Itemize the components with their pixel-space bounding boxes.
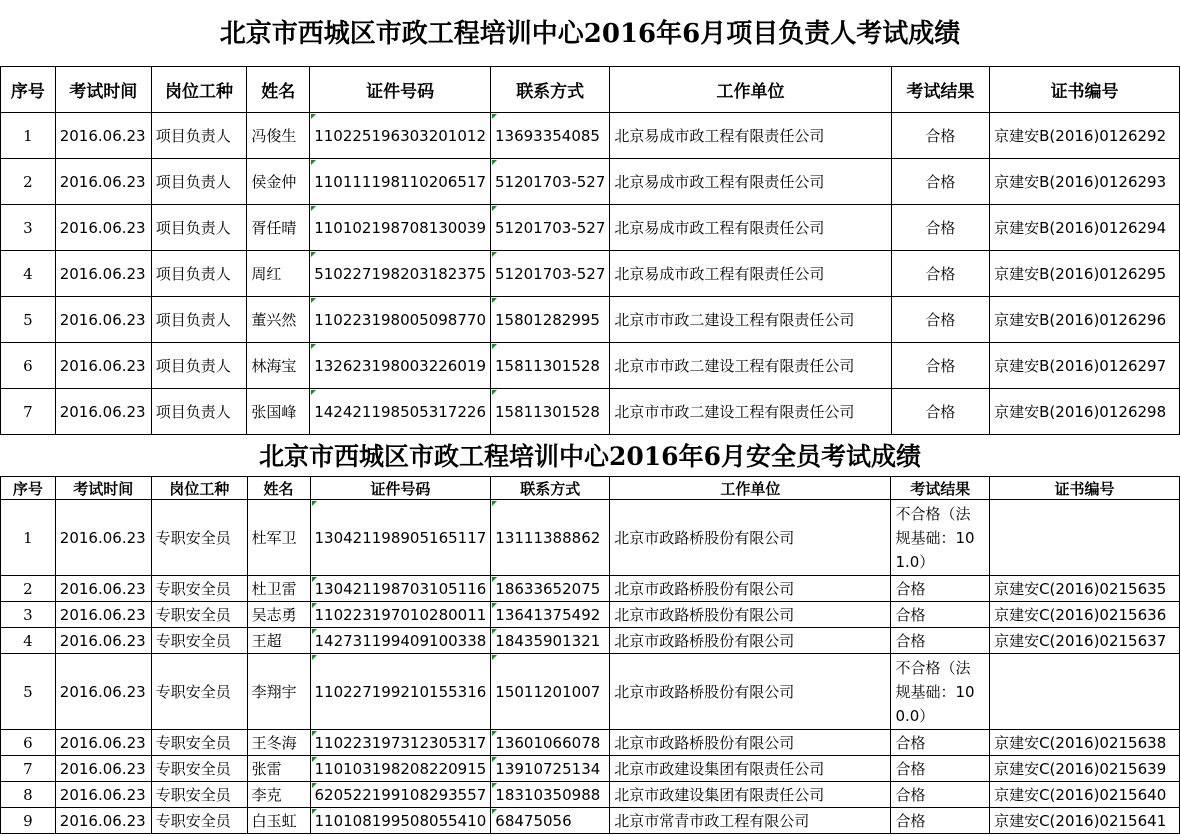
cell-exam-date: 2016.06.23 bbox=[55, 113, 151, 159]
cell-certificate-number: 京建安C(2016)0215637 bbox=[990, 628, 1180, 654]
table-row bbox=[1, 756, 1180, 782]
cell-certificate-number: 京建安C(2016)0215635 bbox=[990, 576, 1180, 602]
cell-job-type: 专职安全员 bbox=[151, 602, 247, 628]
cell-exam-result: 合格 bbox=[891, 730, 990, 756]
column-header-job-type: 岗位工种 bbox=[151, 67, 247, 113]
column-header-id-number: 证件号码 bbox=[310, 67, 491, 113]
cell-seq: 7 bbox=[1, 756, 56, 782]
column-header-certificate-number: 证书编号 bbox=[990, 67, 1180, 113]
cell-employer: 北京市政路桥股份有限公司 bbox=[610, 628, 891, 654]
cell-job-type: 项目负责人 bbox=[151, 297, 247, 343]
cell-certificate-number: 京建安B(2016)0126297 bbox=[990, 343, 1180, 389]
column-header-id-number: 证件号码 bbox=[310, 477, 491, 500]
cell-contact: 15011201007 bbox=[491, 654, 610, 730]
cell-id-number: 110223198005098770 bbox=[310, 297, 491, 343]
cell-employer: 北京易成市政工程有限责任公司 bbox=[610, 251, 891, 297]
cell-exam-date: 2016.06.23 bbox=[55, 159, 151, 205]
cell-exam-date: 2016.06.23 bbox=[55, 756, 151, 782]
cell-job-type: 专职安全员 bbox=[151, 500, 247, 576]
cell-seq: 8 bbox=[1, 782, 56, 808]
cell-seq: 1 bbox=[1, 113, 56, 159]
cell-contact: 51201703-527 bbox=[491, 205, 610, 251]
cell-exam-result: 不合格（法规基础：100.0） bbox=[891, 654, 990, 730]
column-header-employer: 工作单位 bbox=[610, 67, 891, 113]
cell-employer: 北京市政建设集团有限责任公司 bbox=[610, 756, 891, 782]
cell-id-number: 620522199108293557 bbox=[310, 782, 491, 808]
cell-seq: 1 bbox=[1, 500, 56, 576]
cell-exam-date: 2016.06.23 bbox=[55, 654, 151, 730]
cell-contact: 15801282995 bbox=[491, 297, 610, 343]
cell-exam-result: 合格 bbox=[891, 756, 990, 782]
cell-name: 胥任晴 bbox=[247, 205, 310, 251]
cell-exam-result: 合格 bbox=[891, 782, 990, 808]
cell-job-type: 项目负责人 bbox=[151, 113, 247, 159]
cell-id-number: 130421198703105116 bbox=[310, 576, 491, 602]
cell-name: 冯俊生 bbox=[247, 113, 310, 159]
cell-id-number: 110227199210155316 bbox=[310, 654, 491, 730]
leader-results-table bbox=[0, 66, 1180, 435]
column-header-name: 姓名 bbox=[247, 67, 310, 113]
cell-certificate-number: 京建安B(2016)0126296 bbox=[990, 297, 1180, 343]
column-header-seq: 序号 bbox=[1, 67, 56, 113]
cell-contact: 13910725134 bbox=[491, 756, 610, 782]
section1-title: 北京市西城区市政工程培训中心2016年6月项目负责人考试成绩 bbox=[219, 19, 961, 49]
cell-seq: 6 bbox=[1, 343, 56, 389]
cell-exam-result: 合格 bbox=[891, 297, 990, 343]
column-header-exam-result: 考试结果 bbox=[891, 477, 990, 500]
column-header-exam-date: 考试时间 bbox=[55, 477, 151, 500]
cell-exam-result: 合格 bbox=[891, 113, 990, 159]
column-header-contact: 联系方式 bbox=[491, 67, 610, 113]
cell-name: 杜军卫 bbox=[247, 500, 310, 576]
cell-exam-date: 2016.06.23 bbox=[55, 576, 151, 602]
cell-certificate-number bbox=[990, 500, 1180, 576]
cell-name: 王冬海 bbox=[247, 730, 310, 756]
cell-exam-date: 2016.06.23 bbox=[55, 205, 151, 251]
cell-employer: 北京市市政二建设工程有限责任公司 bbox=[610, 297, 891, 343]
cell-seq: 5 bbox=[1, 297, 56, 343]
header-row bbox=[1, 67, 1180, 113]
header-row bbox=[1, 477, 1180, 500]
cell-exam-date: 2016.06.23 bbox=[55, 782, 151, 808]
cell-id-number: 142731199409100338 bbox=[310, 628, 491, 654]
cell-name: 吴志勇 bbox=[247, 602, 310, 628]
cell-seq: 3 bbox=[1, 205, 56, 251]
cell-exam-date: 2016.06.23 bbox=[55, 602, 151, 628]
cell-seq: 3 bbox=[1, 602, 56, 628]
cell-id-number: 110103198208220915 bbox=[310, 756, 491, 782]
cell-employer: 北京市政建设集团有限责任公司 bbox=[610, 782, 891, 808]
cell-exam-result: 合格 bbox=[891, 343, 990, 389]
table-row bbox=[1, 159, 1180, 205]
column-header-employer: 工作单位 bbox=[610, 477, 891, 500]
cell-job-type: 专职安全员 bbox=[151, 730, 247, 756]
cell-id-number: 110111198110206517 bbox=[310, 159, 491, 205]
cell-job-type: 专职安全员 bbox=[151, 628, 247, 654]
cell-seq: 4 bbox=[1, 251, 56, 297]
cell-certificate-number: 京建安C(2016)0215641 bbox=[990, 808, 1180, 834]
column-header-exam-date: 考试时间 bbox=[55, 67, 151, 113]
cell-name: 李克 bbox=[247, 782, 310, 808]
cell-seq: 2 bbox=[1, 159, 56, 205]
cell-exam-date: 2016.06.23 bbox=[55, 297, 151, 343]
cell-job-type: 项目负责人 bbox=[151, 205, 247, 251]
cell-id-number: 110225196303201012 bbox=[310, 113, 491, 159]
table-row bbox=[1, 113, 1180, 159]
cell-name: 白玉虹 bbox=[247, 808, 310, 834]
column-header-seq: 序号 bbox=[1, 477, 56, 500]
table-row bbox=[1, 343, 1180, 389]
cell-name: 董兴然 bbox=[247, 297, 310, 343]
cell-job-type: 专职安全员 bbox=[151, 654, 247, 730]
cell-job-type: 项目负责人 bbox=[151, 159, 247, 205]
cell-id-number: 110223197010280011 bbox=[310, 602, 491, 628]
cell-name: 张雷 bbox=[247, 756, 310, 782]
cell-name: 林海宝 bbox=[247, 343, 310, 389]
cell-certificate-number: 京建安B(2016)0126298 bbox=[990, 389, 1180, 435]
cell-seq: 6 bbox=[1, 730, 56, 756]
cell-contact: 13641375492 bbox=[491, 602, 610, 628]
table-row bbox=[1, 576, 1180, 602]
cell-id-number: 110223197312305317 bbox=[310, 730, 491, 756]
cell-id-number: 110102198708130039 bbox=[310, 205, 491, 251]
cell-job-type: 专职安全员 bbox=[151, 576, 247, 602]
table-row bbox=[1, 389, 1180, 435]
cell-exam-date: 2016.06.23 bbox=[55, 389, 151, 435]
column-header-certificate-number: 证书编号 bbox=[990, 477, 1180, 500]
cell-name: 周红 bbox=[247, 251, 310, 297]
cell-name: 侯金仲 bbox=[247, 159, 310, 205]
cell-contact: 15811301528 bbox=[491, 343, 610, 389]
cell-certificate-number: 京建安B(2016)0126292 bbox=[990, 113, 1180, 159]
cell-certificate-number: 京建安B(2016)0126293 bbox=[990, 159, 1180, 205]
table-row bbox=[1, 251, 1180, 297]
cell-id-number: 132623198003226019 bbox=[310, 343, 491, 389]
cell-job-type: 专职安全员 bbox=[151, 756, 247, 782]
cell-employer: 北京市政路桥股份有限公司 bbox=[610, 500, 891, 576]
cell-exam-result: 不合格（法规基础：101.0） bbox=[891, 500, 990, 576]
column-header-job-type: 岗位工种 bbox=[151, 477, 247, 500]
cell-contact: 51201703-527 bbox=[491, 251, 610, 297]
table-row bbox=[1, 602, 1180, 628]
cell-employer: 北京市政路桥股份有限公司 bbox=[610, 730, 891, 756]
cell-id-number: 130421198905165117 bbox=[310, 500, 491, 576]
cell-name: 李翔宇 bbox=[247, 654, 310, 730]
column-header-name: 姓名 bbox=[247, 477, 310, 500]
cell-employer: 北京市常青市政工程有限公司 bbox=[610, 808, 891, 834]
cell-job-type: 项目负责人 bbox=[151, 343, 247, 389]
cell-exam-result: 合格 bbox=[891, 159, 990, 205]
cell-certificate-number: 京建安B(2016)0126295 bbox=[990, 251, 1180, 297]
table-row bbox=[1, 730, 1180, 756]
cell-id-number: 510227198203182375 bbox=[310, 251, 491, 297]
cell-contact: 68475056 bbox=[491, 808, 610, 834]
cell-contact: 13601066078 bbox=[491, 730, 610, 756]
cell-job-type: 项目负责人 bbox=[151, 251, 247, 297]
cell-seq: 2 bbox=[1, 576, 56, 602]
table-row bbox=[1, 297, 1180, 343]
cell-job-type: 项目负责人 bbox=[151, 389, 247, 435]
cell-employer: 北京易成市政工程有限责任公司 bbox=[610, 113, 891, 159]
safety-officer-results-table bbox=[0, 476, 1180, 834]
cell-name: 王超 bbox=[247, 628, 310, 654]
cell-certificate-number: 京建安C(2016)0215639 bbox=[990, 756, 1180, 782]
cell-employer: 北京市政路桥股份有限公司 bbox=[610, 654, 891, 730]
cell-certificate-number: 京建安C(2016)0215638 bbox=[990, 730, 1180, 756]
cell-exam-date: 2016.06.23 bbox=[55, 500, 151, 576]
cell-job-type: 专职安全员 bbox=[151, 808, 247, 834]
cell-exam-date: 2016.06.23 bbox=[55, 343, 151, 389]
cell-seq: 9 bbox=[1, 808, 56, 834]
cell-employer: 北京市市政二建设工程有限责任公司 bbox=[610, 389, 891, 435]
cell-id-number: 110108199508055410 bbox=[310, 808, 491, 834]
table-row bbox=[1, 654, 1180, 730]
cell-seq: 5 bbox=[1, 654, 56, 730]
cell-contact: 51201703-527 bbox=[491, 159, 610, 205]
cell-exam-result: 合格 bbox=[891, 602, 990, 628]
cell-employer: 北京市政路桥股份有限公司 bbox=[610, 576, 891, 602]
cell-employer: 北京易成市政工程有限责任公司 bbox=[610, 205, 891, 251]
cell-contact: 18633652075 bbox=[491, 576, 610, 602]
cell-exam-result: 合格 bbox=[891, 576, 990, 602]
cell-exam-date: 2016.06.23 bbox=[55, 251, 151, 297]
column-header-contact: 联系方式 bbox=[491, 477, 610, 500]
cell-certificate-number: 京建安B(2016)0126294 bbox=[990, 205, 1180, 251]
table-row bbox=[1, 782, 1180, 808]
cell-contact: 18435901321 bbox=[491, 628, 610, 654]
cell-contact: 13693354085 bbox=[491, 113, 610, 159]
cell-exam-result: 合格 bbox=[891, 205, 990, 251]
cell-exam-result: 合格 bbox=[891, 389, 990, 435]
cell-exam-date: 2016.06.23 bbox=[55, 730, 151, 756]
cell-seq: 4 bbox=[1, 628, 56, 654]
cell-contact: 13111388862 bbox=[491, 500, 610, 576]
cell-name: 杜卫雷 bbox=[247, 576, 310, 602]
cell-contact: 18310350988 bbox=[491, 782, 610, 808]
cell-certificate-number bbox=[990, 654, 1180, 730]
table-row bbox=[1, 808, 1180, 834]
cell-certificate-number: 京建安C(2016)0215636 bbox=[990, 602, 1180, 628]
table-row bbox=[1, 205, 1180, 251]
cell-name: 张国峰 bbox=[247, 389, 310, 435]
cell-exam-result: 合格 bbox=[891, 251, 990, 297]
cell-exam-date: 2016.06.23 bbox=[55, 628, 151, 654]
cell-employer: 北京市市政二建设工程有限责任公司 bbox=[610, 343, 891, 389]
cell-employer: 北京市政路桥股份有限公司 bbox=[610, 602, 891, 628]
column-header-exam-result: 考试结果 bbox=[891, 67, 990, 113]
section2-title: 北京市西城区市政工程培训中心2016年6月安全员考试成绩 bbox=[259, 442, 921, 471]
cell-exam-date: 2016.06.23 bbox=[55, 808, 151, 834]
cell-contact: 15811301528 bbox=[491, 389, 610, 435]
cell-seq: 7 bbox=[1, 389, 56, 435]
cell-exam-result: 合格 bbox=[891, 628, 990, 654]
cell-employer: 北京易成市政工程有限责任公司 bbox=[610, 159, 891, 205]
cell-id-number: 142421198505317226 bbox=[310, 389, 491, 435]
table-row bbox=[1, 628, 1180, 654]
cell-exam-result: 合格 bbox=[891, 808, 990, 834]
cell-job-type: 专职安全员 bbox=[151, 782, 247, 808]
table-row bbox=[1, 500, 1180, 576]
cell-certificate-number: 京建安C(2016)0215640 bbox=[990, 782, 1180, 808]
